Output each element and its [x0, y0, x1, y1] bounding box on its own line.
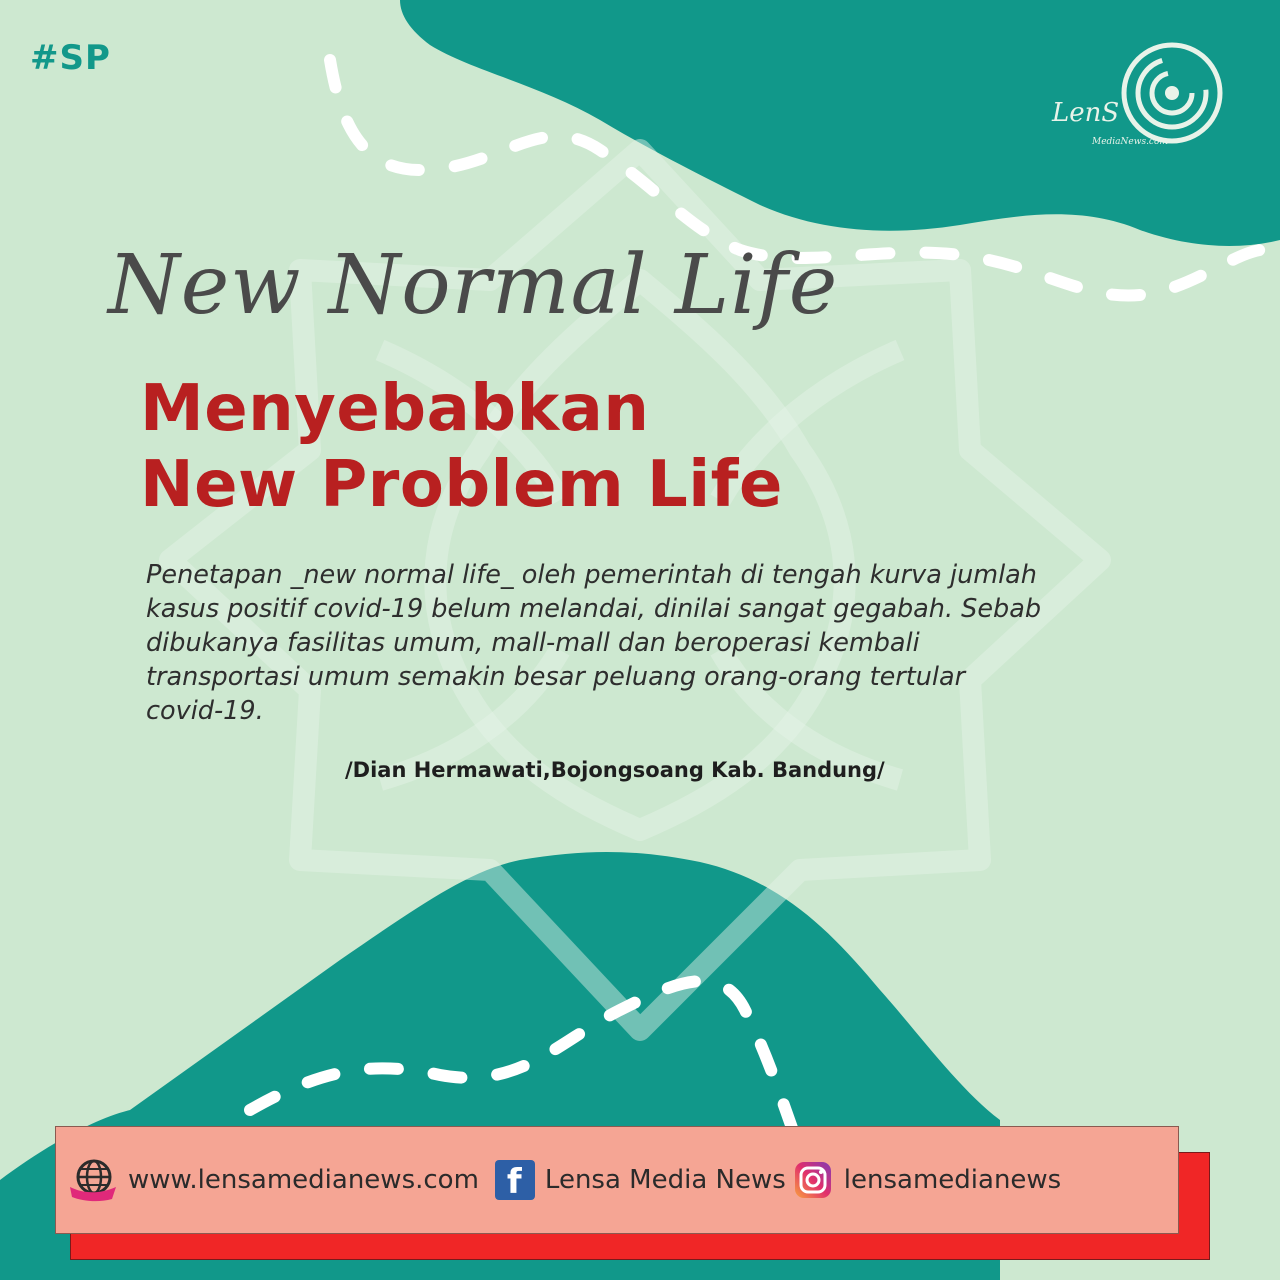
instagram-link[interactable] [786, 1161, 1061, 1199]
headline-line-1: Menyebabkan [140, 372, 650, 446]
instagram-text: lensamedianews [843, 1165, 1062, 1195]
author-credit: /Dian Hermawati,Bojongsoang Kab. Bandung/ [345, 758, 885, 782]
facebook-text: Lensa Media News [544, 1165, 786, 1195]
website-link[interactable] [56, 1157, 479, 1203]
footer-bar [55, 1126, 1179, 1234]
logo-text: LenS [1052, 98, 1120, 128]
facebook-icon: f [495, 1160, 535, 1200]
top-teal-blob [400, 0, 1280, 246]
logo-subtitle: MediaNews.com [1092, 137, 1168, 147]
hashtag-label: #SP [30, 38, 111, 78]
facebook-link[interactable] [479, 1160, 786, 1200]
globe-icon [68, 1157, 120, 1203]
website-text: www.lensamedianews.com [128, 1165, 479, 1195]
instagram-icon [794, 1161, 832, 1199]
script-title: New Normal Life [108, 238, 839, 333]
headline-line-2: New Problem Life [140, 448, 783, 522]
body-paragraph: Penetapan _new normal life_ oleh pemerintah di tengah kurva jumlah kasus positif covid-19 belum melandai, dinilai sangat gegabah. Sebab dibukanya fasilitas umum, mall-mall dan beroperasi kembali transportasi umum semakin besar peluang orang-orang tertular covid-19. [146, 560, 1042, 726]
